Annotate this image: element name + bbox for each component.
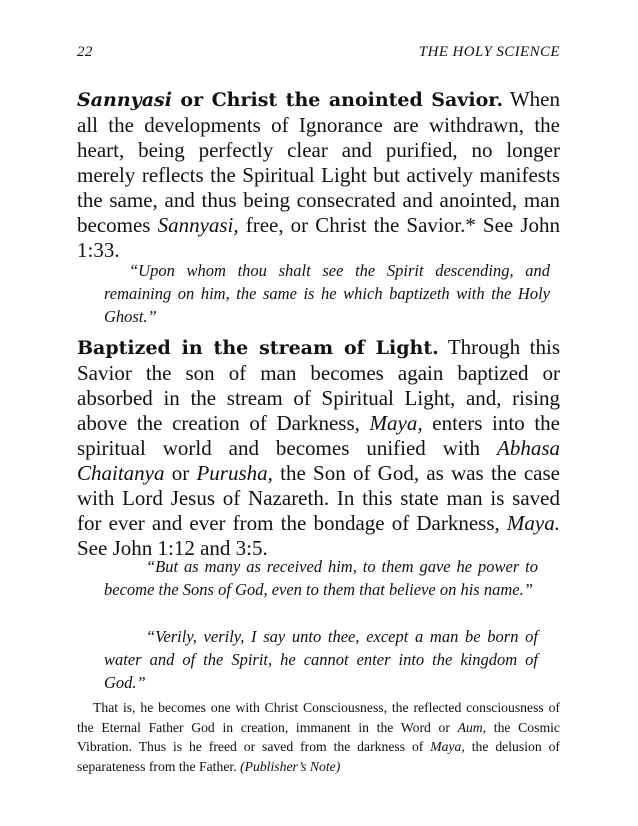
sannyasi-body-1: When all the developments of Ignorance are withdrawn, the heart, being perfectly clear and purified, no longer merely reflects the Spiritual Light but actively manifests the same, and thus being consecrated and anointed, man becomes (77, 87, 560, 237)
footnote-term-maya: Maya, (430, 739, 465, 755)
sannyasi-heading (77, 89, 503, 111)
baptized-body-2: enters into the spiritual world and becomes unified with (77, 411, 561, 460)
footnote-part-2: the Cosmic Vibration. Thus is he freed or saved from the darkness of (77, 719, 560, 755)
baptized-term-maya: Maya, (369, 411, 423, 435)
footnote-part-1: That is, he becomes one with Christ Consciousness, the reflected consciousness of the Eternal Father God in creation, immanent in the Word or (77, 700, 560, 735)
quote-john-1-33: “Upon whom thou shalt see the Spirit descending, and remaining on him, the same is he which baptizeth with the Holy Ghost.” (104, 261, 550, 326)
sannyasi-body-2: free, or Christ the Savior.* See John 1:33. (77, 213, 560, 262)
sannyasi-heading-rest: or Christ the anointed Savior. (171, 89, 504, 111)
footnote-credit: (Publisher’s Note) (240, 758, 341, 774)
footnote-term-aum: Aum, (457, 719, 487, 735)
baptized-term-maya-2: Maya. (506, 511, 560, 535)
running-head (77, 44, 560, 64)
baptized-term-abhasa: Abhasa Chaitanya (77, 436, 560, 485)
footnote-part-3: the delusion of separateness from the Father. (77, 739, 560, 774)
sannyasi-term: Sannyasi, (157, 213, 239, 237)
baptized-body-3: or (164, 461, 197, 485)
baptized-term-purusha: Purusha, (196, 461, 273, 485)
sannyasi-paragraph (77, 87, 560, 263)
baptized-paragraph (77, 335, 560, 561)
page-number: 22 (77, 44, 93, 60)
baptized-body-1: Through this Savior the son of man becomes again baptized or absorbed in the stream of Spiritual Light, and, rising above the creation of Darkness, (77, 335, 560, 435)
quote-john-1-12: “But as many as received him, to them gave he power to become the Sons of God, even to them that believe on his name.” (104, 557, 538, 599)
quote-john-3-5: “Verily, verily, I say unto thee, except a man be born of water and of the Spirit, he cannot enter into the kingdom of God.” (104, 627, 538, 692)
sannyasi-heading-term: Sannyasi (77, 89, 172, 111)
running-title: THE HOLY SCIENCE (418, 44, 560, 60)
baptized-heading: Baptized in the stream of Light. (77, 337, 439, 359)
baptized-body-5: See John 1:12 and 3:5. (77, 536, 268, 560)
baptized-body-4: the Son of God, as was the case with Lord Jesus of Nazareth. In this state man is saved for ever and ever from the bondage of Darkness, (77, 461, 560, 535)
publisher-footnote (77, 698, 560, 776)
